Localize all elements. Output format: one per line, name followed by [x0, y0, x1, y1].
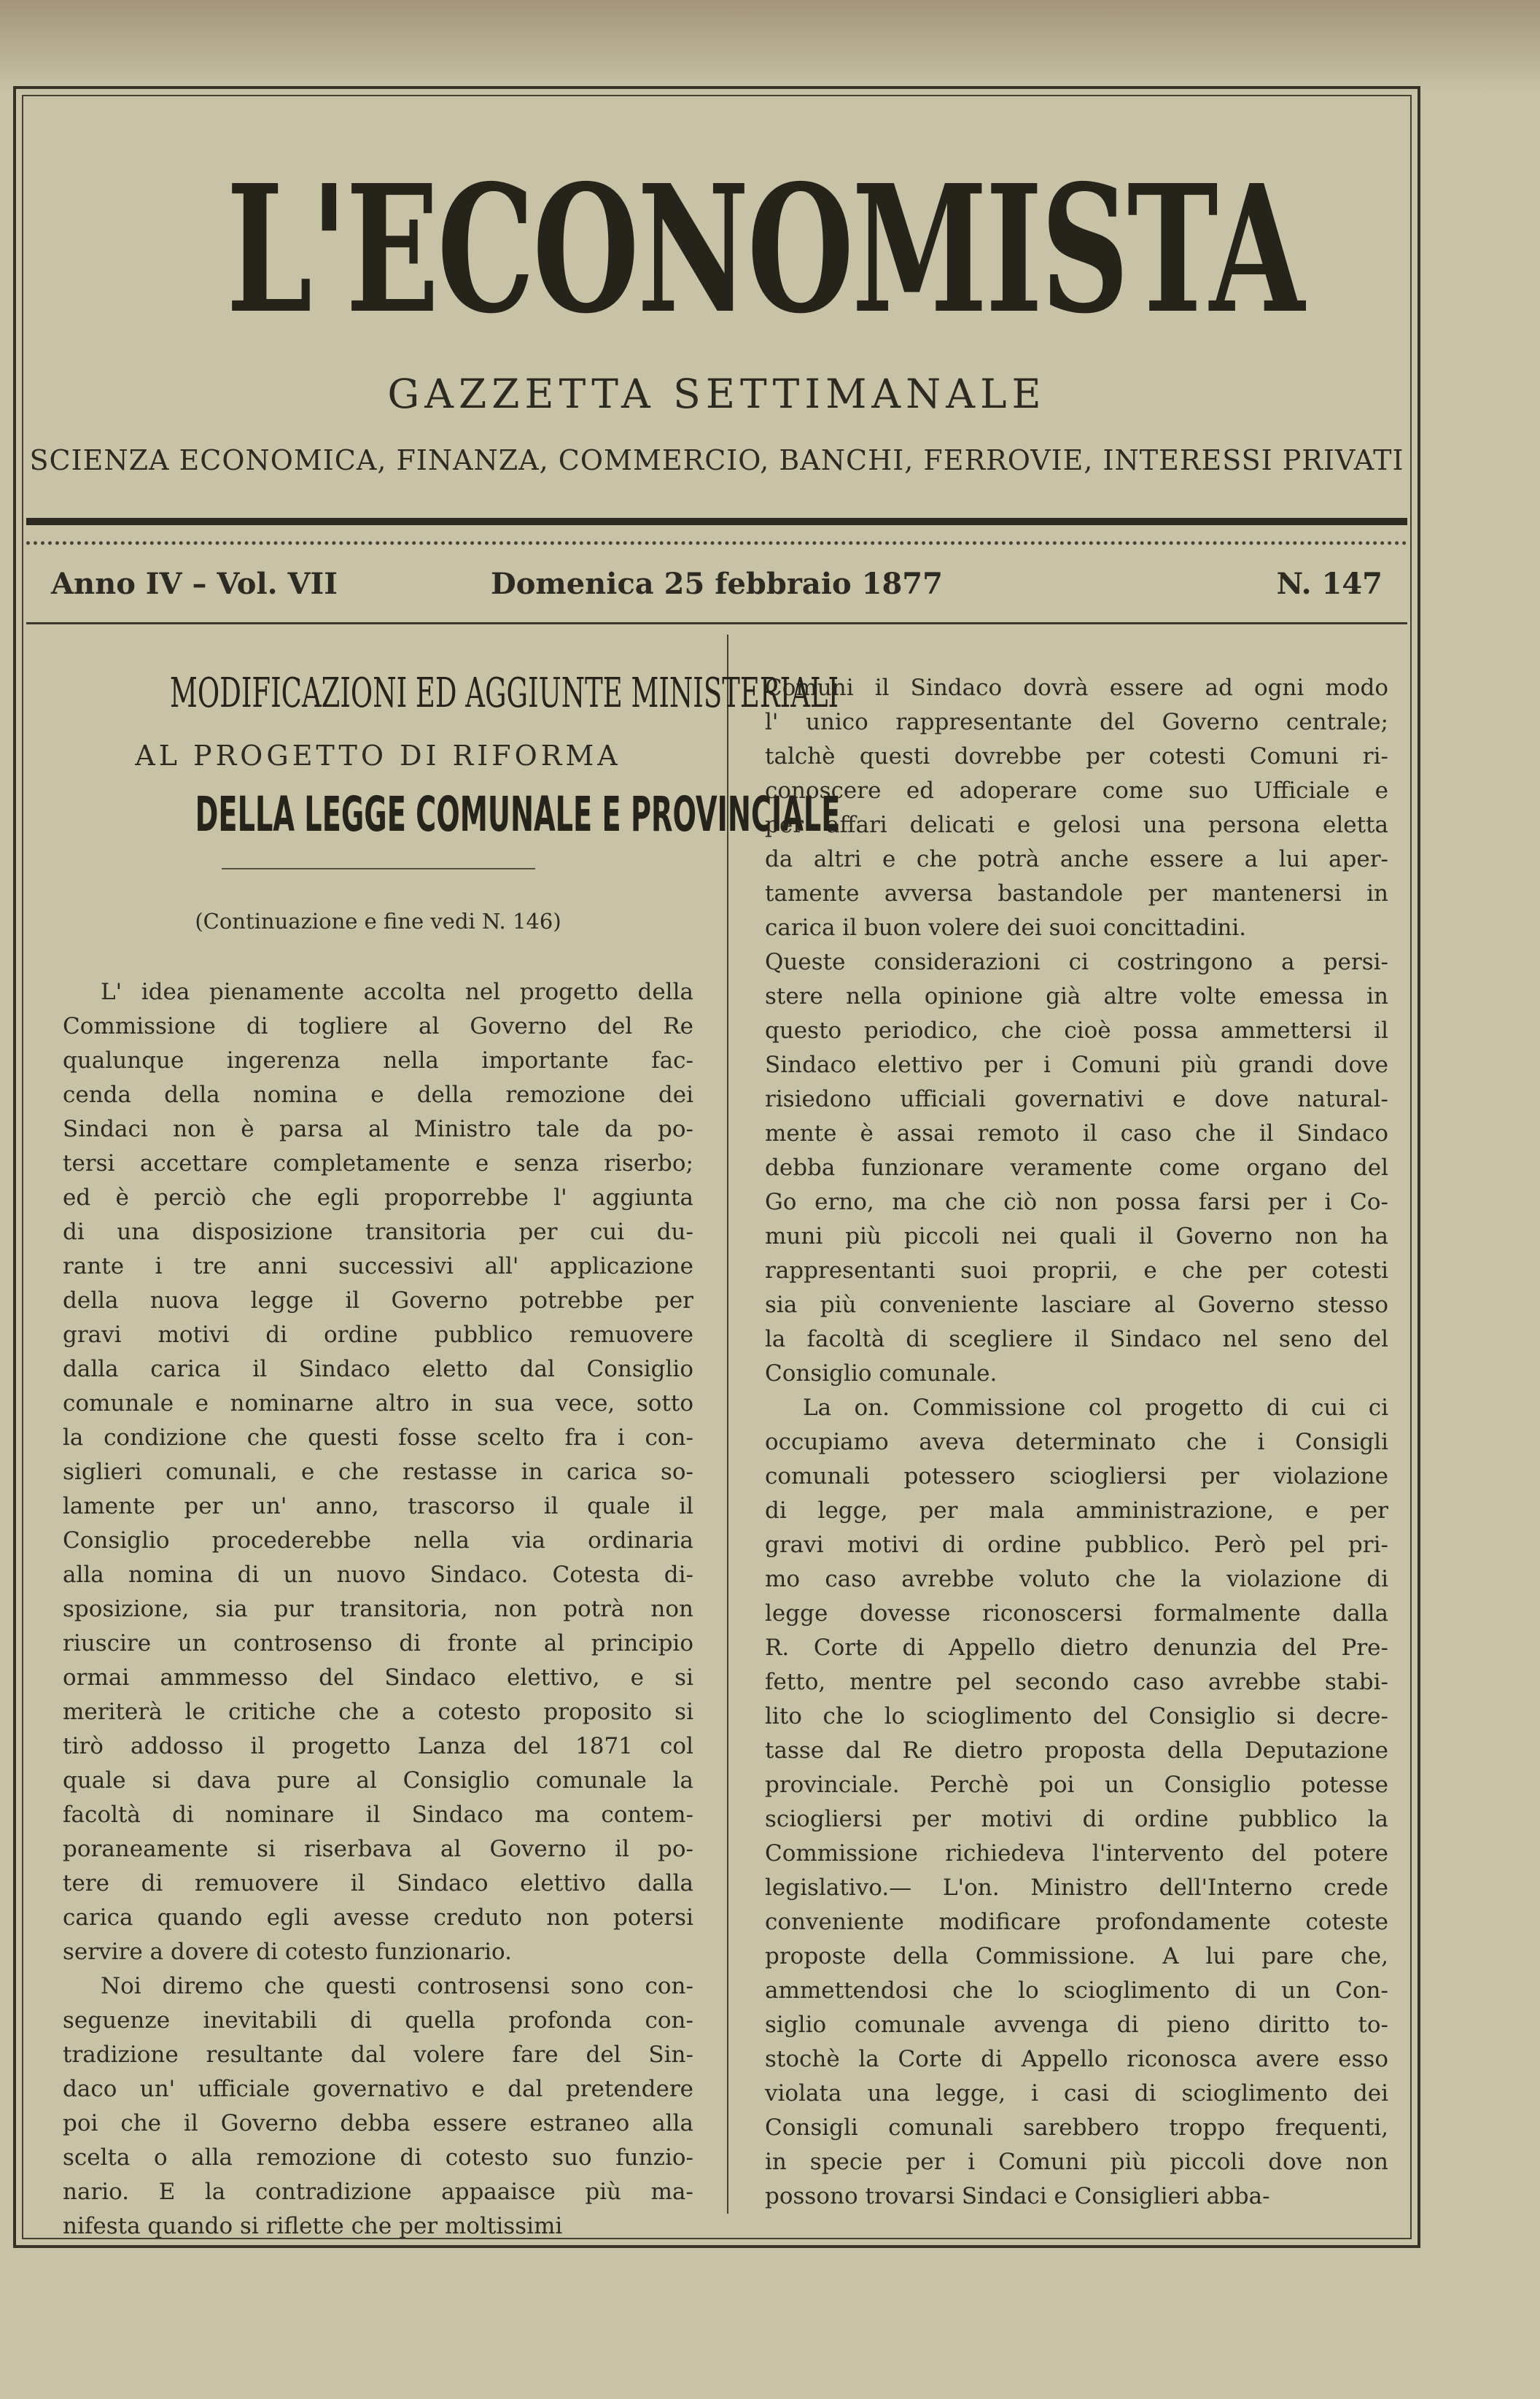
issue-number: N. 147 [1276, 567, 1382, 602]
text-line: Noi diremo che questi controsensi sono con- [101, 1972, 693, 1999]
text-line: alla nomina di un nuovo Sindaco. Cotesta di- [63, 1561, 693, 1588]
page-top-edge [0, 0, 1540, 95]
text-line: tersi accettare completamente e senza riserbo; [63, 1150, 693, 1177]
text-line: gravi motivi di ordine pubblico remuovere [63, 1321, 693, 1348]
text-line: sciogliersi per motivi di ordine pubblico la [765, 1806, 1388, 1833]
text-line: possono trovarsi Sindaci e Consiglieri abba- [765, 2183, 1270, 2210]
text-line: ormai ammmesso del Sindaco elettivo, e si [63, 1664, 693, 1691]
text-line: Sindaci non è parsa al Ministro tale da po- [63, 1115, 693, 1142]
text-line: gravi motivi di ordine pubblico. Però pel pri- [765, 1532, 1388, 1559]
text-line: debba funzionare veramente come organo del [765, 1155, 1388, 1182]
text-line: nario. E la contradizione appaaisce più ma- [63, 2178, 693, 2205]
article-columns [16, 635, 1418, 2243]
text-line: meriterà le critiche che a cotesto proposito si [63, 1698, 693, 1725]
text-line: servire a dovere di cotesto funzionario. [63, 1938, 513, 1965]
text-line: la facoltà di scegliere il Sindaco nel seno del [765, 1326, 1388, 1353]
left-column [16, 635, 841, 2243]
text-line: siglio comunale avvenga di pieno diritto to- [765, 2012, 1388, 2039]
text-line: Comuni il Sindaco dovrà essere ad ogni modo [765, 675, 1388, 702]
article-paragraph [63, 975, 693, 1969]
text-line: risiedono ufficiali governativi e dove natural- [765, 1086, 1388, 1113]
text-line: occupiamo aveva determinato che i Consigli [765, 1429, 1388, 1456]
text-line: dalla carica il Sindaco eletto dal Consiglio [63, 1355, 693, 1382]
text-line: scelta o alla remozione di cotesto suo funzio- [63, 2144, 693, 2171]
text-line: di legge, per mala amministrazione, e per [765, 1497, 1388, 1524]
text-line: mente è assai remoto il caso che il Sindaco [765, 1120, 1388, 1147]
text-line: cenda della nomina e della remozione dei [63, 1081, 693, 1108]
right-column [727, 635, 1418, 2214]
thick-rule [26, 518, 1407, 525]
text-line: conoscere ed adoperare come suo Ufficiale e [765, 778, 1388, 805]
text-line: mo caso avrebbe voluto che la violazione di [765, 1566, 1388, 1593]
article-paragraph [765, 671, 1388, 945]
text-line: in specie per i Comuni più piccoli dove non [765, 2149, 1388, 2176]
article-title-line-1: MODIFICAZIONI ED AGGIUNTE MINISTERIALI [170, 670, 839, 718]
text-line: quale si dava pure al Consiglio comunale la [63, 1767, 693, 1794]
text-line: sia più conveniente lasciare al Governo stesso [765, 1292, 1388, 1319]
text-line: da altri e che potrà anche essere a lui aper- [765, 846, 1388, 873]
article-title-line-2: AL PROGETTO DI RIFORMA [135, 739, 621, 772]
text-line: tradizione resultante dal volere fare del Sin- [63, 2041, 693, 2068]
text-line: rante i tre anni successivi all' applicazione [63, 1252, 693, 1279]
text-line: L' idea pienamente accolta nel progetto della [101, 978, 693, 1005]
article-paragraph [765, 945, 1388, 1391]
article-paragraph [765, 1391, 1388, 2214]
text-line: Queste considerazioni ci costringono a persi- [765, 949, 1388, 976]
text-line: nifesta quando si riflette che per moltissimi [63, 2212, 563, 2239]
issue-line [16, 567, 1418, 602]
text-line: comunale e nominarne altro in sua vece, sotto [63, 1390, 693, 1416]
text-line: Commissione richiedeva l'intervento del potere [765, 1840, 1388, 1867]
text-line: riuscire un controsenso di fronte al principio [63, 1629, 693, 1656]
text-line: della nuova legge il Governo potrebbe per [63, 1287, 693, 1314]
text-line: sposizione, sia pur transitoria, non potrà non [63, 1595, 693, 1622]
text-line: Go erno, ma che ciò non possa farsi per i Co- [765, 1189, 1388, 1216]
text-line: per affari delicati e gelosi una persona eletta [765, 812, 1388, 839]
masthead-title: L'ECONOMISTA [226, 147, 1303, 352]
text-line: conveniente modificare profondamente coteste [765, 1909, 1388, 1936]
article-head [63, 670, 841, 938]
masthead-tagline: SCIENZA ECONOMICA, FINANZA, COMMERCIO, BANCHI, FERROVIE, INTERESSI PRIVATI [29, 443, 1404, 476]
continuation-note: (Continuazione e fine vedi N. 146) [195, 908, 561, 934]
text-line: R. Corte di Appello dietro denunzia del Pre- [765, 1635, 1388, 1662]
right-column-text [765, 671, 1388, 2214]
text-line: tere di remuovere il Sindaco elettivo dalla [63, 1869, 693, 1896]
header-rule [26, 622, 1407, 624]
article-title-line-3: DELLA LEGGE COMUNALE E PROVINCIALE [195, 786, 841, 842]
text-line: proposte della Commissione. A lui pare che, [765, 1943, 1388, 1970]
text-line: provinciale. Perchè poi un Consiglio potesse [765, 1772, 1388, 1799]
text-line: legislativo.— L'on. Ministro dell'Interno crede [765, 1875, 1388, 1902]
text-line: stochè la Corte di Appello riconosca avere esso [765, 2046, 1388, 2073]
text-line: Consigli comunali sarebbero troppo frequenti, [765, 2115, 1388, 2142]
article-paragraph [63, 1969, 693, 2244]
text-line: lito che lo scioglimento del Consiglio si decre- [765, 1703, 1388, 1730]
text-line: stere nella opinione già altre volte emessa in [765, 983, 1388, 1010]
text-line: tirò addosso il progetto Lanza del 1871 col [63, 1732, 693, 1759]
text-line: tasse dal Re dietro proposta della Deputazione [765, 1737, 1388, 1764]
text-line: lamente per un' anno, trascorso il quale il [63, 1492, 693, 1519]
text-line: carica il buon volere dei suoi concittadini. [765, 915, 1247, 942]
text-line: ed è perciò che egli proporrebbe l' aggiunta [63, 1184, 693, 1211]
text-line: poraneamente si riserbava al Governo il po- [63, 1835, 693, 1862]
text-line: Commissione di togliere al Governo del Re [63, 1012, 693, 1039]
page-border-frame [13, 86, 1420, 2248]
text-line: daco un' ufficiale governativo e dal pretendere [63, 2075, 693, 2102]
text-line: questo periodico, che cioè possa ammettersi il [765, 1018, 1388, 1045]
text-line: Consiglio comunale. [765, 1360, 998, 1387]
text-line: rappresentanti suoi proprii, e che per cotesti [765, 1257, 1388, 1284]
text-line: fetto, mentre pel secondo caso avrebbe stabi- [765, 1669, 1388, 1696]
text-line: talchè questi dovrebbe per cotesti Comuni ri- [765, 743, 1388, 770]
text-line: carica quando egli avesse creduto non potersi [63, 1904, 693, 1931]
text-line: seguenze inevitabili di quella profonda con- [63, 2007, 693, 2034]
text-line: La on. Commissione col progetto di cui ci [803, 1395, 1388, 1422]
text-line: poi che il Governo debba essere estraneo alla [63, 2109, 693, 2136]
issue-volume: Anno IV – Vol. VII [51, 567, 338, 602]
text-line: violata una legge, i casi di scioglimento dei [765, 2080, 1388, 2107]
text-line: muni più piccoli nei quali il Governo non ha [765, 1223, 1388, 1250]
section-rule [222, 868, 535, 869]
dotted-rule [26, 541, 1407, 545]
text-line: l' unico rappresentante del Governo centrale; [765, 709, 1388, 736]
text-line: ammettendosi che lo scioglimento di un Con- [765, 1977, 1388, 2004]
text-line: di una disposizione transitoria per cui du- [63, 1218, 693, 1245]
issue-date: Domenica 25 febbraio 1877 [491, 567, 943, 602]
text-line: legge dovesse riconoscersi formalmente dalla [765, 1600, 1388, 1627]
text-line: Sindaco elettivo per i Comuni più grandi dove [765, 1052, 1388, 1079]
text-line: la condizione che questi fosse scelto fra i con- [63, 1424, 693, 1451]
text-line: Consiglio procederebbe nella via ordinaria [63, 1527, 693, 1554]
text-line: facoltà di nominare il Sindaco ma contem- [63, 1801, 693, 1828]
text-line: siglieri comunali, e che restasse in carica so- [63, 1458, 693, 1485]
text-line: tamente avversa bastandole per mantenersi in [765, 880, 1388, 907]
masthead-subtitle: GAZZETTA SETTIMANALE [387, 371, 1046, 417]
text-line: qualunque ingerenza nella importante fac- [63, 1047, 693, 1074]
left-column-text [63, 975, 693, 2244]
text-line: comunali potessero sciogliersi per violazione [765, 1463, 1388, 1490]
